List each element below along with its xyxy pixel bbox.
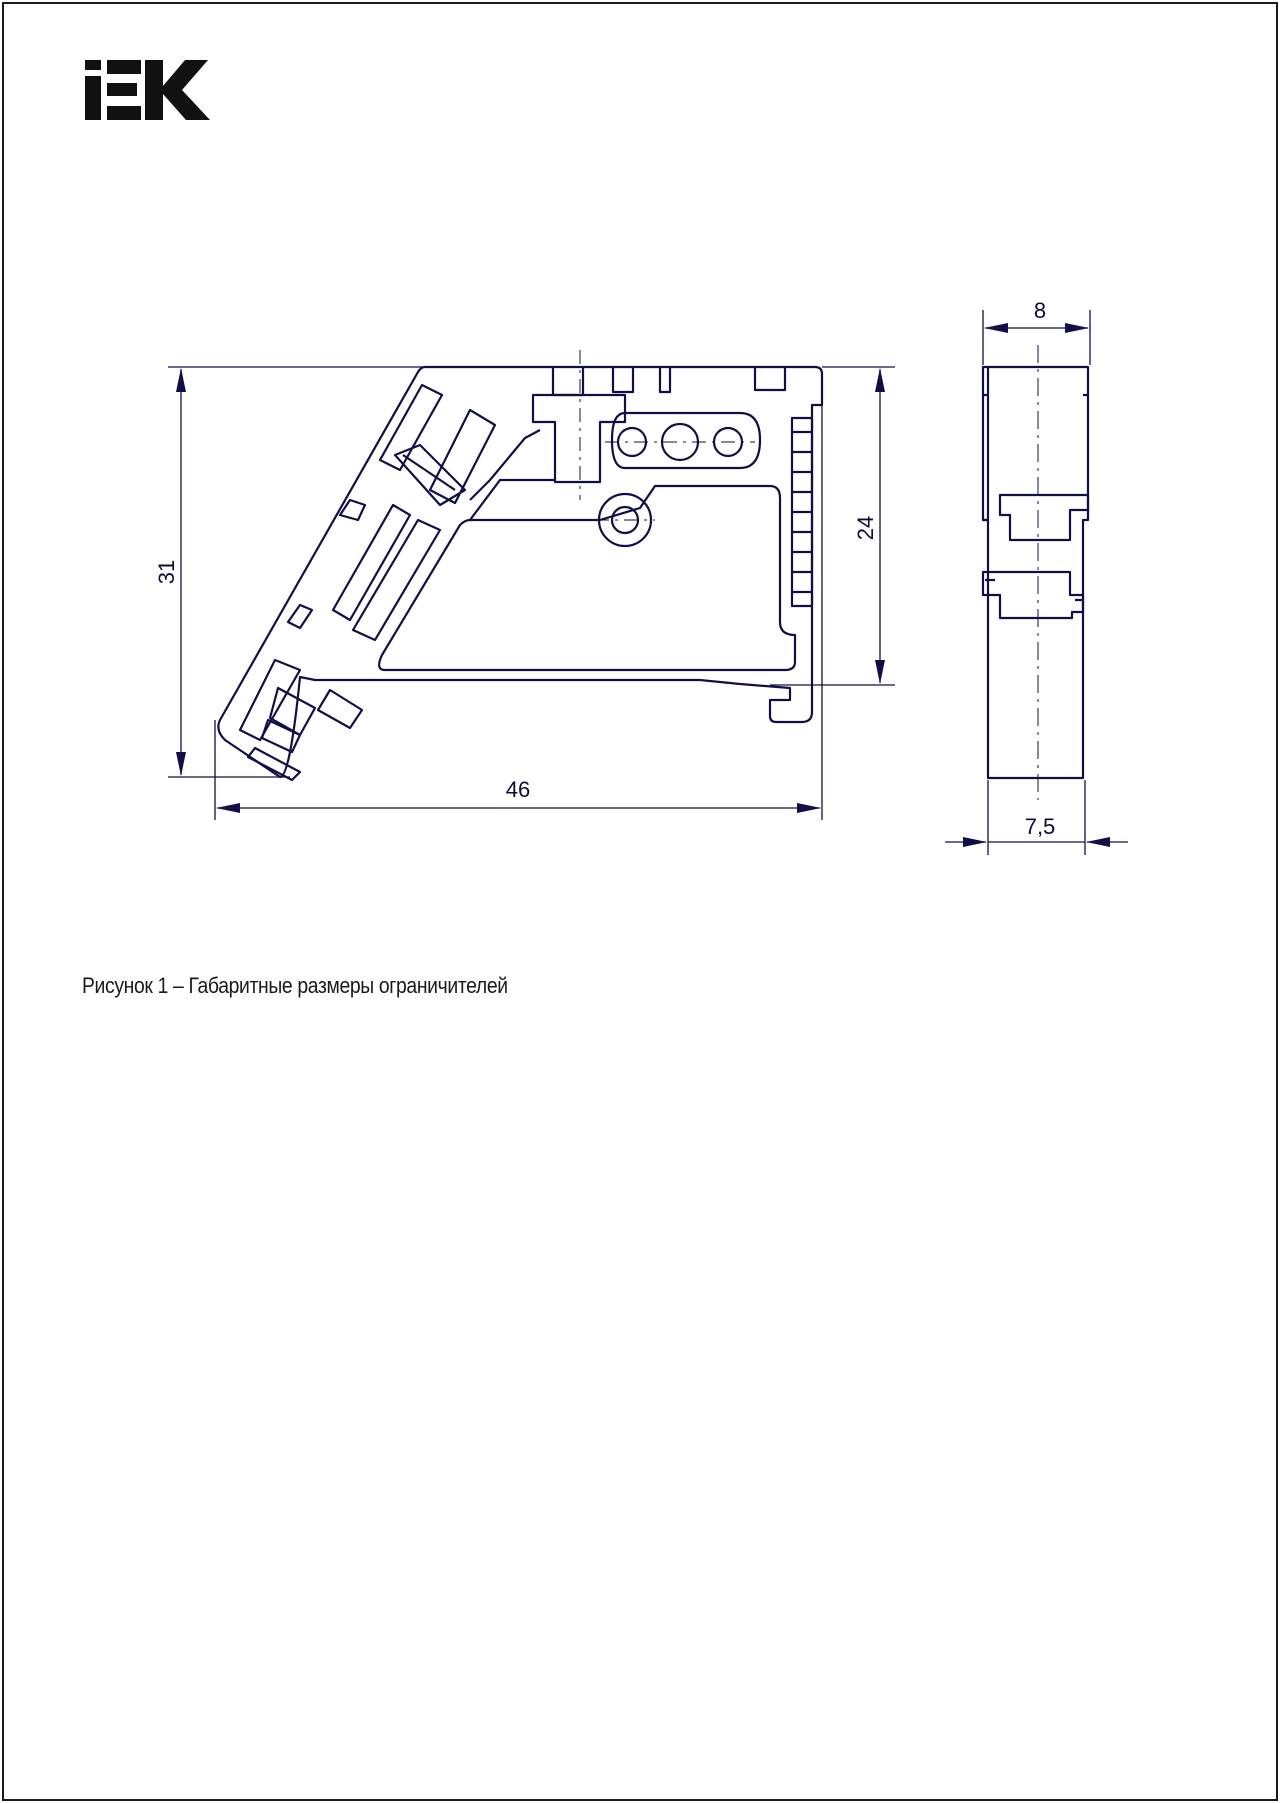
front-view bbox=[983, 367, 1088, 778]
side-view bbox=[218, 367, 822, 780]
dim-label-7-5: 7,5 bbox=[1024, 814, 1056, 839]
dim-label-46: 46 bbox=[505, 777, 531, 802]
dim-label-8: 8 bbox=[1033, 298, 1047, 323]
figure-caption: Рисунок 1 – Габаритные размеры ограничителей bbox=[82, 973, 508, 998]
dim-label-24: 24 bbox=[853, 515, 878, 541]
dim-label-31: 31 bbox=[154, 559, 179, 585]
